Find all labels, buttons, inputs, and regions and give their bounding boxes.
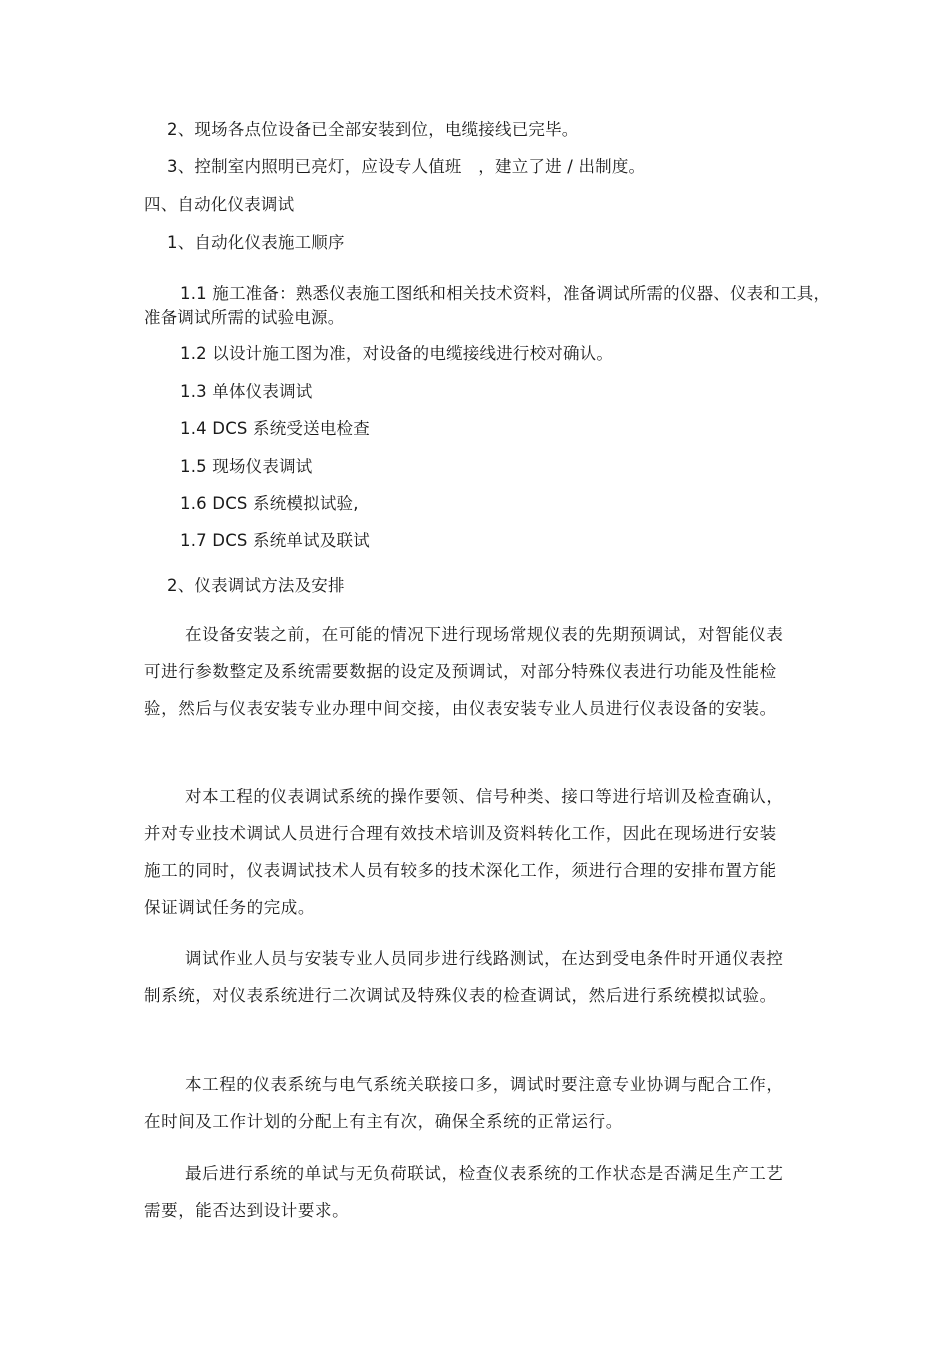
list-item-2: 2、现场各点位设备已全部安装到位，电缆接线已完毕。 <box>167 120 579 139</box>
step-1-3: 1.3 单体仪表调试 <box>180 382 313 401</box>
paragraph-pre-debug: 在设备安装之前，在可能的情况下进行现场常规仪表的先期预调试，对智能仪表可进行参数整定及系统需要数据的设定及预调试，对部分特殊仪表进行功能及性能检验，然后与仪表安装专业办理中间交接，由仪表安装专业人员进行仪表设备的安装。 <box>144 625 784 718</box>
paragraph-training: 对本工程的仪表调试系统的操作要领、信号种类、接口等进行培训及检查确认，并对专业技术调试人员进行合理有效技术培训及资料转化工作，因此在现场进行安装施工的同时，仪表调试技术人员有较多的技术深化工作，须进行合理的安排布置方能保证调试任务的完成。 <box>144 787 784 917</box>
step-1-4: 1.4 DCS 系统受送电检查 <box>180 419 370 438</box>
paragraph-final-test: 最后进行系统的单试与无负荷联试，检查仪表系统的工作状态是否满足生产工艺需要，能否达到设计要求。 <box>144 1164 784 1220</box>
step-1-2: 1.2 以设计施工图为准，对设备的电缆接线进行校对确认。 <box>180 344 614 363</box>
paragraph-coordination: 本工程的仪表系统与电气系统关联接口多，调试时要注意专业协调与配合工作，在时间及工作计划的分配上有主有次，确保全系统的正常运行。 <box>144 1075 784 1131</box>
paragraph-line-testing: 调试作业人员与安装专业人员同步进行线路测试，在达到受电条件时开通仪表控制系统，对仪表系统进行二次调试及特殊仪表的检查调试，然后进行系统模拟试验。 <box>144 949 784 1005</box>
step-1-1: 1.1 施工准备：熟悉仪表施工图纸和相关技术资料，准备调试所需的仪器、仪表和工具，准备调试所需的试验电源。 <box>144 284 831 327</box>
subsection-heading-1: 1、自动化仪表施工顺序 <box>167 233 345 252</box>
subsection-heading-2: 2、仪表调试方法及安排 <box>167 576 345 595</box>
list-item-3: 3、控制室内照明已亮灯，应设专人值班 ，建立了进 / 出制度。 <box>167 157 646 176</box>
section-heading-4: 四、自动化仪表调试 <box>144 195 295 214</box>
step-1-6: 1.6 DCS 系统模拟试验, <box>180 494 359 513</box>
step-1-5: 1.5 现场仪表调试 <box>180 457 313 476</box>
step-1-7: 1.7 DCS 系统单试及联试 <box>180 531 370 550</box>
